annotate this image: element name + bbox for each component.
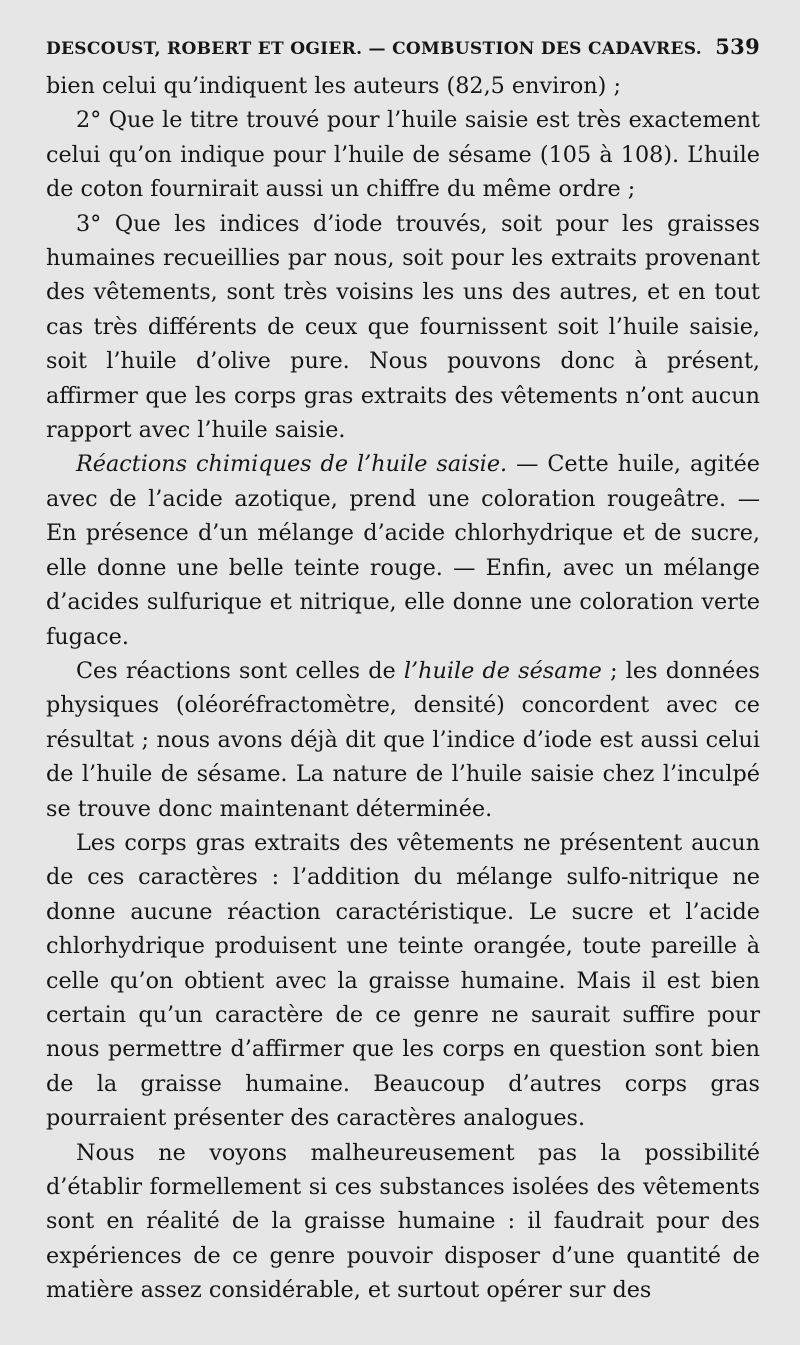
page-number: 539 <box>715 34 760 59</box>
header-authors: DESCOUST, ROBERT ET OGIER. <box>46 39 363 59</box>
header-article-title: COMBUSTION DES CADAVRES. <box>392 39 702 59</box>
italic-term: l’huile de sésame <box>403 657 602 684</box>
paragraph-sesame <box>46 654 760 826</box>
paragraph-chemical-reactions <box>46 447 760 653</box>
paragraph-text: ; les données physiques (oléoréfractomètre, densité) concordent avec ce résultat ; nous avons déjà dit que l’indice d’iode est aussi celui de l’huile de sésame. La nature de l’huile saisie chez l’inculpé se trouve donc maintenant déterminée. <box>46 657 761 822</box>
running-header <box>46 34 760 59</box>
section-heading: Réactions chimiques de l’huile saisie. <box>76 451 508 478</box>
paragraph-continuation: bien celui qu’indiquent les auteurs (82,5 environ) ; <box>46 73 621 99</box>
body-text <box>46 69 760 1308</box>
paragraph-point-2: 2° Que le titre trouvé pour l’huile saisie est très exactement celui qu’on indique pour l’huile de sésame (105 à 108). L’huile de coton fournirait aussi un chiffre du même ordre ; <box>46 107 760 203</box>
paragraph-point-3: 3° Que les indices d’iode trouvés, soit pour les graisses humaines recueillies par nous, soit pour les extraits provenant des vêtements, sont très voisins les uns des autres, et en tout cas très différents de ceux que fournissent soit l’huile saisie, soit l’huile d’olive pure. Nous pouvons donc à présent, affirmer que les corps gras extraits des vêtements n’ont aucun rapport avec l’huile saisie. <box>46 210 760 444</box>
paragraph-text: Ces réactions sont celles de <box>76 657 404 684</box>
header-dash: — <box>368 39 386 59</box>
paragraph-clothing-fats: Les corps gras extraits des vêtements ne présentent aucun de ces caractères : l’addition du mélange sulfo-nitrique ne donne aucune réaction caractéristique. Le sucre et l’acide chlorhydrique produisent une teinte orangée, toute pareille à celle qu’on obtient avec la graisse humaine. Mais il est bien certain qu’un caractère de ce genre ne saurait suffire pour nous permettre d’affirmer que les corps en question sont bien de la graisse humaine. Beaucoup d’autres corps gras pourraient présenter des caractères analogues. <box>46 829 760 1132</box>
paragraph-conclusion: Nous ne voyons malheureusement pas la possibilité d’établir formellement si ces substances isolées des vêtements sont en réalité de la graisse humaine : il faudrait pour des expériences de ce genre pouvoir disposer d’une quantité de matière assez considérable, et surtout opérer sur des <box>46 1139 760 1304</box>
section-text: — Cette huile, agitée avec de l’acide azotique, prend une coloration rougeâtre. — En présence d’un mélange d’acide chlorhydrique et de sucre, elle donne une belle teinte rouge. — Enfin, avec un mélange d’acides sulfurique et nitrique, elle donne une coloration verte fugace. <box>46 451 760 650</box>
header-title <box>46 39 702 59</box>
